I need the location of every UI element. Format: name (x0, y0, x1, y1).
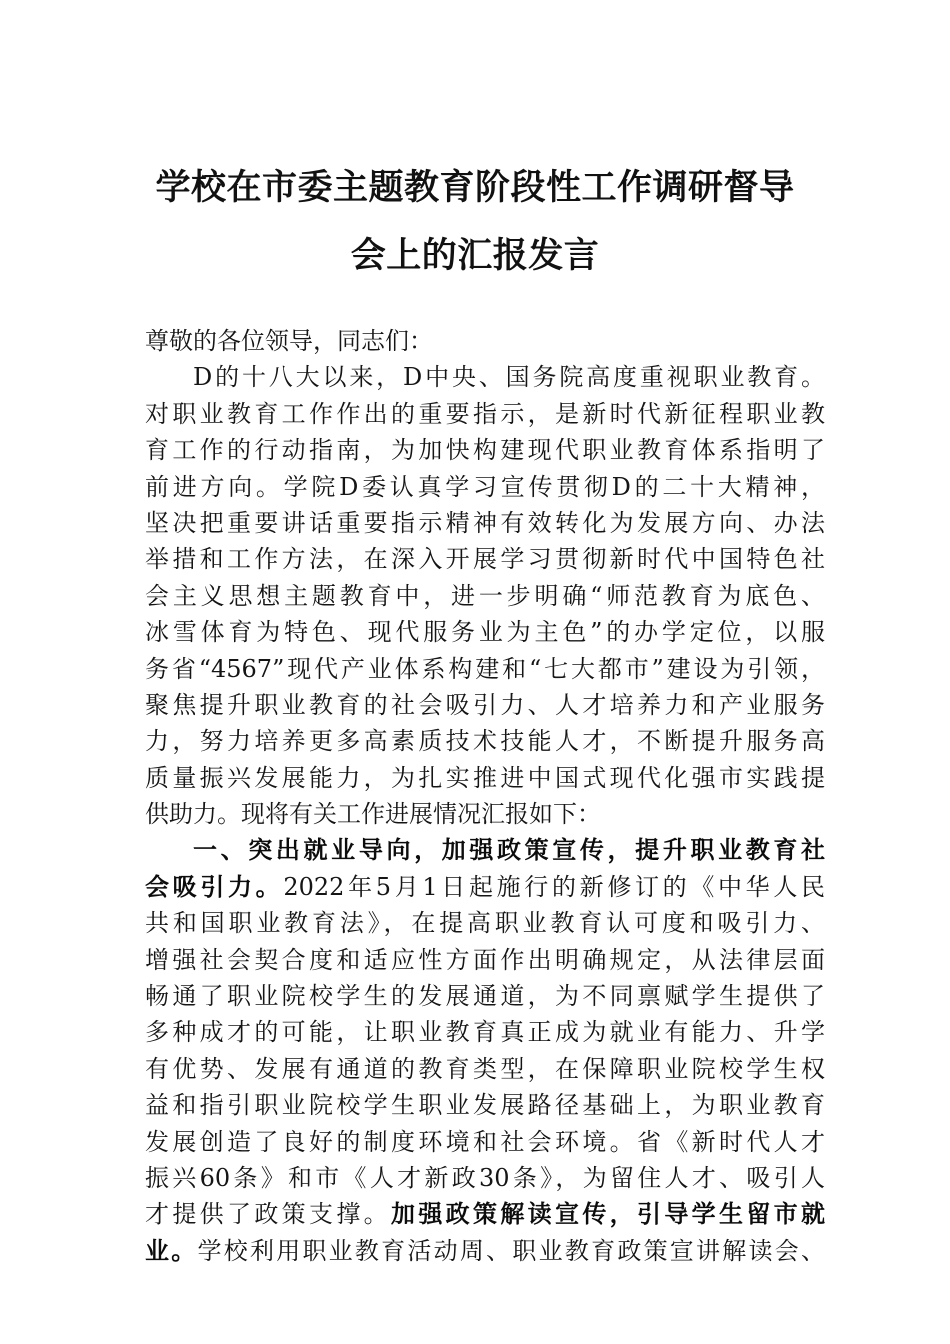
paragraph-1-line: 质量振兴发展能力，为扎实推进中国式现代化强市实践提 (145, 763, 825, 792)
section-1-line: 有优势、发展有通道的教育类型，在保障职业院校学生权 (145, 1054, 825, 1083)
section-1-line (145, 1196, 825, 1232)
paragraph-1-line: 力，努力培养更多高素质技术技能人才，不断提升服务高 (145, 727, 825, 756)
document-body (145, 323, 825, 1269)
section-1-line: 发展创造了良好的制度环境和社会环境。省《新时代人才 (145, 1127, 825, 1156)
document-title-line-2: 会上的汇报发言 (350, 235, 600, 276)
section-1-subheading-end: 业。 (145, 1235, 198, 1265)
paragraph-1-line: 会主义思想主题教育中，进一步明确“师范教育为底色、 (145, 581, 825, 610)
section-1-line: 振兴60条》和市《人才新政30条》，为留住人才、吸引人 (145, 1163, 825, 1192)
paragraph-1-line: 聚焦提升职业教育的社会吸引力、人才培养力和产业服务 (145, 690, 825, 719)
paragraph-1-line: 冰雪体育为特色、现代服务业为主色”的办学定位，以服 (145, 618, 825, 647)
paragraph-1-line: 务省“4567”现代产业体系构建和“七大都市”建设为引领， (145, 654, 825, 683)
section-1-line (145, 869, 825, 905)
section-1-line: 畅通了职业院校学生的发展通道，为不同禀赋学生提供了 (145, 982, 825, 1011)
paragraph-1-line: 前进方向。学院D委认真学习宣传贯彻D的二十大精神， (145, 472, 825, 501)
paragraph-1-line: 育工作的行动指南，为加快构建现代职业教育体系指明了 (145, 436, 825, 465)
salutation: 尊敬的各位领导，同志们： (145, 327, 433, 355)
document-title-line-1: 学校在市委主题教育阶段性工作调研督导 (155, 167, 795, 208)
section-1-line: 多种成才的可能，让职业教育真正成为就业有能力、升学 (145, 1018, 825, 1047)
section-1-text: 学校利用职业教育活动周、职业教育政策宣讲解读会、 (197, 1236, 826, 1265)
section-1-heading: 一、突出就业导向，加强政策宣传，提升职业教育社 (193, 835, 825, 865)
section-1-subheading: 加强政策解读宣传，引导学生留市就 (391, 1199, 825, 1229)
section-1-text: 2022年5月1日起施行的新修订的《中华人民 (283, 872, 825, 901)
section-1-line: 增强社会契合度和适应性方面作出明确规定，从法律层面 (145, 945, 825, 974)
paragraph-1-line: D的十八大以来，D中央、国务院高度重视职业教育。 (193, 363, 825, 392)
paragraph-1-line: 对职业教育工作作出的重要指示，是新时代新征程职业教 (145, 399, 825, 428)
section-1-line: 共和国职业教育法》，在提高职业教育认可度和吸引力、 (145, 909, 825, 938)
paragraph-1-line: 坚决把重要讲话重要指示精神有效转化为发展方向、办法 (145, 508, 825, 537)
section-1-line (145, 1233, 825, 1269)
section-1-text: 才提供了政策支撑。 (145, 1200, 391, 1229)
paragraph-1-line: 供助力。现将有关工作进展情况汇报如下： (145, 800, 601, 829)
paragraph-1-line: 举措和工作方法，在深入开展学习贯彻新时代中国特色社 (145, 545, 825, 574)
section-1-heading-end: 会吸引力。 (145, 871, 284, 901)
section-1-line: 益和指引职业院校学生职业发展路径基础上，为职业教育 (145, 1091, 825, 1120)
